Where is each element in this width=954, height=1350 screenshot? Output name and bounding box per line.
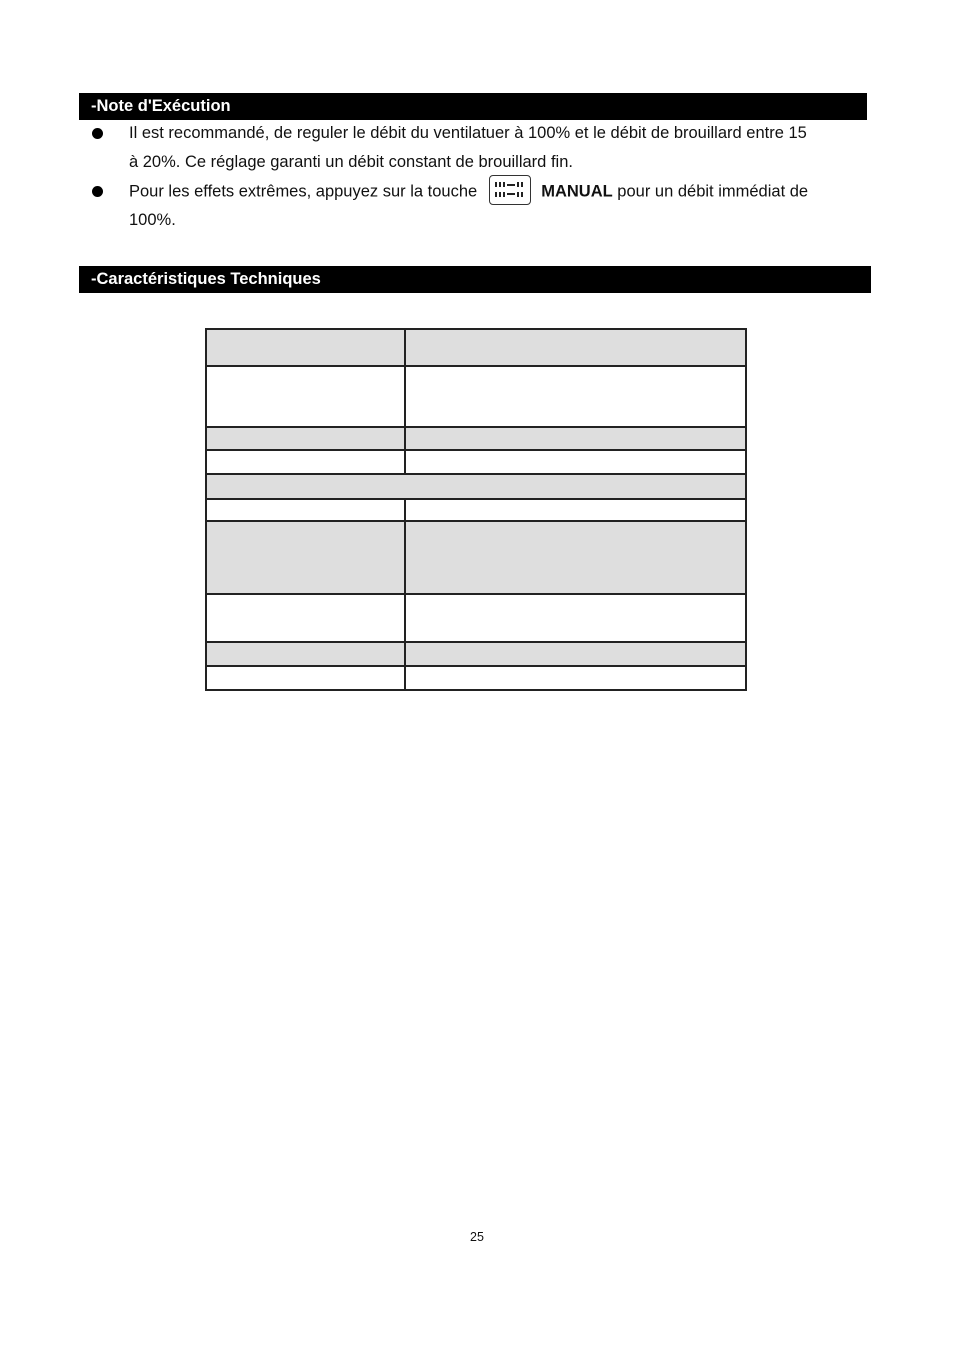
table-cell: [206, 427, 405, 450]
bullet-dot: [92, 128, 103, 139]
table-row: [206, 594, 746, 642]
table-cell: [206, 666, 405, 690]
table-row: [206, 666, 746, 690]
page-number: 25: [470, 1230, 484, 1244]
bullet-2-line-2: 100%.: [129, 211, 176, 229]
bullet-2-text-after: pour un débit immédiat de: [612, 182, 809, 201]
table-cell: [206, 642, 405, 666]
table-cell: [405, 642, 746, 666]
table-cell: [206, 450, 405, 474]
bullet-dot: [92, 186, 103, 197]
table-row: [206, 366, 746, 427]
bullet-1-line-2: à 20%. Ce réglage garanti un débit constant de brouillard fin.: [129, 153, 573, 171]
table-cell: [206, 366, 405, 427]
table-cell: [206, 474, 746, 499]
table-cell: [206, 499, 405, 521]
table-cell: [405, 499, 746, 521]
bullet-2-line-1: [129, 177, 808, 207]
manual-button-icon: [489, 175, 531, 205]
table-row: [206, 427, 746, 450]
table-cell: [405, 427, 746, 450]
table-cell: [206, 521, 405, 594]
table-cell: [206, 594, 405, 642]
table-row: [206, 329, 746, 366]
table-cell: [405, 366, 746, 427]
table-cell: [405, 666, 746, 690]
table-row: [206, 521, 746, 594]
manual-keyword: MANUAL: [541, 182, 613, 201]
bullet-2-text-before: Pour les effets extrêmes, appuyez sur la touche: [129, 182, 478, 201]
section-header-note: -Note d'Exécution: [79, 93, 867, 120]
table-cell: [206, 329, 405, 366]
bullet-1-line-1: Il est recommandé, de reguler le débit du ventilatuer à 100% et le débit de brouillard entre 15: [129, 124, 807, 142]
table-cell: [405, 450, 746, 474]
table-cell: [405, 521, 746, 594]
table-cell: [405, 594, 746, 642]
table-row-merged: [206, 474, 746, 499]
section-header-specs: -Caractéristiques Techniques: [79, 266, 871, 293]
table-row: [206, 642, 746, 666]
table-row: [206, 499, 746, 521]
table-cell: [405, 329, 746, 366]
table-row: [206, 450, 746, 474]
spec-table: [205, 328, 747, 691]
